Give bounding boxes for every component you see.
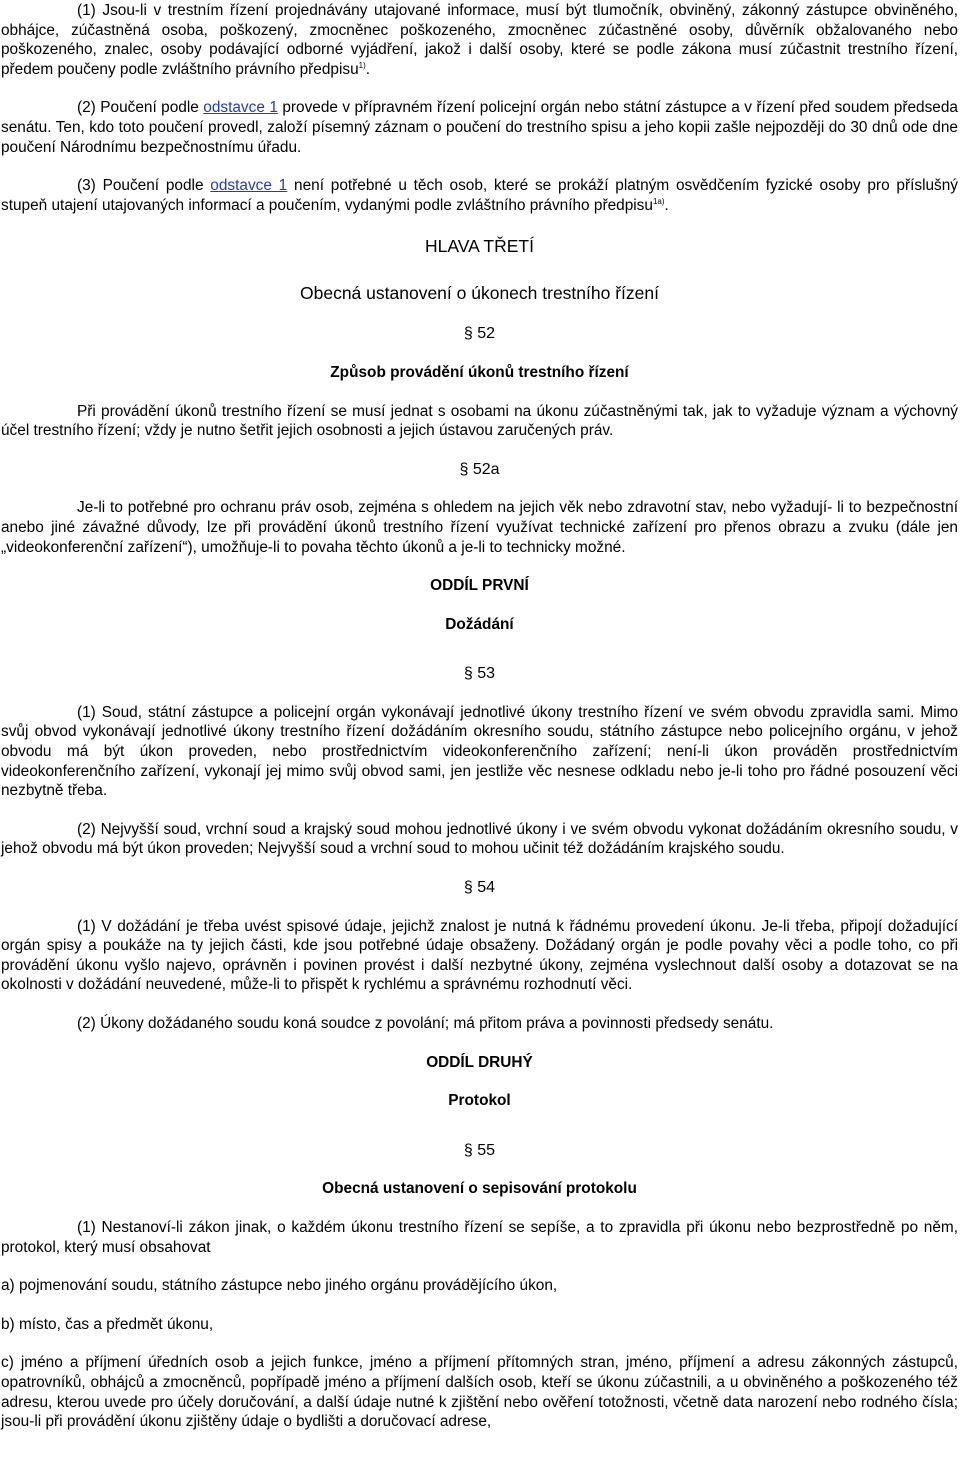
paragraph-2: (2) Poučení podle odstavce 1 provede v přípravném řízení policejní orgán nebo státní zástupce a v řízení před soudem předseda senátu. Ten, kdo toto poučení provedl, založí písemný záznam o poučení do trestního spisu a jeho kopii zašle nejpozději do 30 dnů ode dne poučení Národnímu bezpečnostnímu úřadu. [1,99,958,156]
section-sign-54: § 54 [463,879,496,897]
oddil-1-title: Dožádání [445,615,514,633]
odstavec-link[interactable]: odstavce 1 [210,177,288,195]
section-52-text: Při provádění úkonů trestního řízení se musí jednat s osobami na úkonu zúčastněnými tak, jak to vyžaduje význam a výchovný účel trestního řízení; vždy je nutno šetřit jejich osobnosti a jejich ústavou zaručených práv. [1,402,958,440]
paragraph-1: (1) Jsou-li v trestním řízení projednávány utajované informace, musí být tlumočník, obviněný, zákonný zástupce obviněného, obhájce, zúčastněná osoba, poškozený, zmocněnec poškozeného, zmocněnec zúčastněné osoby, důvěrník obžalovaného nebo poškozeného, znalec, osoby podávající odborné vyjádření, jakož i další osoby, které se podle zákona musí zúčastnit trestního řízení, předem poučeny podle zvláštního právního předpisu$^{1)}$. [1,2,958,78]
footnote-ref[interactable]: 1a) [652,196,665,206]
odstavec-link[interactable]: odstavce 1 [203,99,278,117]
oddil-1-heading: ODDÍL PRVNÍ [430,577,529,595]
section-53-p1: (1) Soud, státní zástupce a policejní orgán vykonávají jednotlivé úkony trestního řízení ve svém obvodu zpravidla sami. Mimo svůj obvod vykonávají jednotlivé úkony trestního řízení dožádáním okresního soudu, státního zástupce nebo policejního orgánu, v jehož obvodu má být úkon proveden, nebo prostřednictvím videokonferenčního zařízení; není-li úkon prováděn prostřednictvím videokonferenčního zařízení, vykonají jej mimo svůj obvod sami, jen jestliže věc nesnese odkladu nebo je-li toho pro řádné posouzení věci nezbytně třeba. [1,703,958,800]
section-sign-53: § 53 [463,665,496,683]
list-item-a: a) pojmenování soudu, státního zástupce nebo jiného orgánu provádějícího úkon, [1,1277,558,1295]
section-54-p1: (1) V dožádání je třeba uvést spisové údaje, jejichž znalost je nutná k řádnému provedení úkonu. Je-li třeba, připojí dožadující orgán spisy a poukáže na ty jejich části, kde jsou potřebné údaje obsaženy. Dožádaný orgán je podle povahy věci a podle toho, co při provádění úkonu vyšlo najevo, oprávněn i povinen provést i další nezbytné úkony, zejména vyslechnout další osoby a dotazovat se na okolnosti v dožádání neuvedené, může-li to přispět k rychlému a správnému rozhodnutí věci. [1,917,958,994]
hlava-heading: HLAVA TŘETÍ [425,236,534,257]
section-sign-52a: § 52a [459,460,500,478]
list-item-b: b) místo, čas a předmět úkonu, [1,1315,214,1333]
section-sign-52: § 52 [463,325,496,343]
footnote-ref[interactable]: 1) [358,60,366,70]
paragraph-3: (3) Poučení podle odstavce 1 není potřebné u těch osob, které se prokáží platným osvědčením fyzické osoby pro příslušný stupeň utajení utajovaných informací a poučením, vydanými podle zvláštního právního předpisu$^{1a)}$. [1,177,958,214]
section-54-p2: (2) Úkony dožádaného soudu koná soudce z povolání; má přitom práva a povinnosti předsedy senátu. [77,1015,774,1032]
section-55-p1: (1) Nestanoví-li zákon jinak, o každém úkonu trestního řízení se sepíše, a to zpravidla při úkonu nebo bezprostředně po něm, protokol, který musí obsahovat [1,1218,958,1256]
oddil-2-title: Protokol [448,1092,511,1110]
list-item-c: c) jméno a příjmení úředních osob a jejich funkce, jméno a příjmení přítomných stran, jméno, příjmení a adresu zákonných zástupců, opatrovníků, obhájců a zmocněnců, popřípadě jméno a příjmení dalších osob, kteří se úkonu zúčastnili, a u obviněného a poškozeného též adresu, kterou uvede pro účely doručování, a další údaje nutné k zjištění nebo ověření totožnosti, včetně data narození nebo rodného čísla; jsou-li při provádění úkonu zjištěny údaje o bydlišti a doručovací adrese, [1,1354,958,1431]
section-sign-55: § 55 [463,1141,496,1159]
oddil-2-heading: ODDÍL DRUHÝ [426,1053,533,1071]
section-52a-text: Je-li to potřebné pro ochranu práv osob, zejména s ohledem na jejich věk nebo zdravotní stav, nebo vyžadují- li to bezpečnostní anebo jiné závažné důvody, lze při provádění úkonů trestního řízení využívat technické zařízení pro přenos obrazu a zvuku (dále jen „videokonferenční zařízení“), umožňuje-li to povaha těchto úkonů a je-li to technicky možné. [1,499,958,556]
hlava-title: Obecná ustanovení o úkonech trestního řízení [300,283,659,304]
section-53-p2: (2) Nejvyšší soud, vrchní soud a krajský soud mohou jednotlivé úkony i ve svém obvodu vykonat dožádáním okresního soudu, v jehož obvodu má být úkon proveden; Nejvyšší soud a vrchní soud to mohou učinit též dožádáním krajského soudu. [1,820,958,858]
section-title-52: Způsob provádění úkonů trestního řízení [330,363,629,381]
document-page [0,1,960,1432]
section-title-55: Obecná ustanovení o sepisování protokolu [322,1180,637,1198]
